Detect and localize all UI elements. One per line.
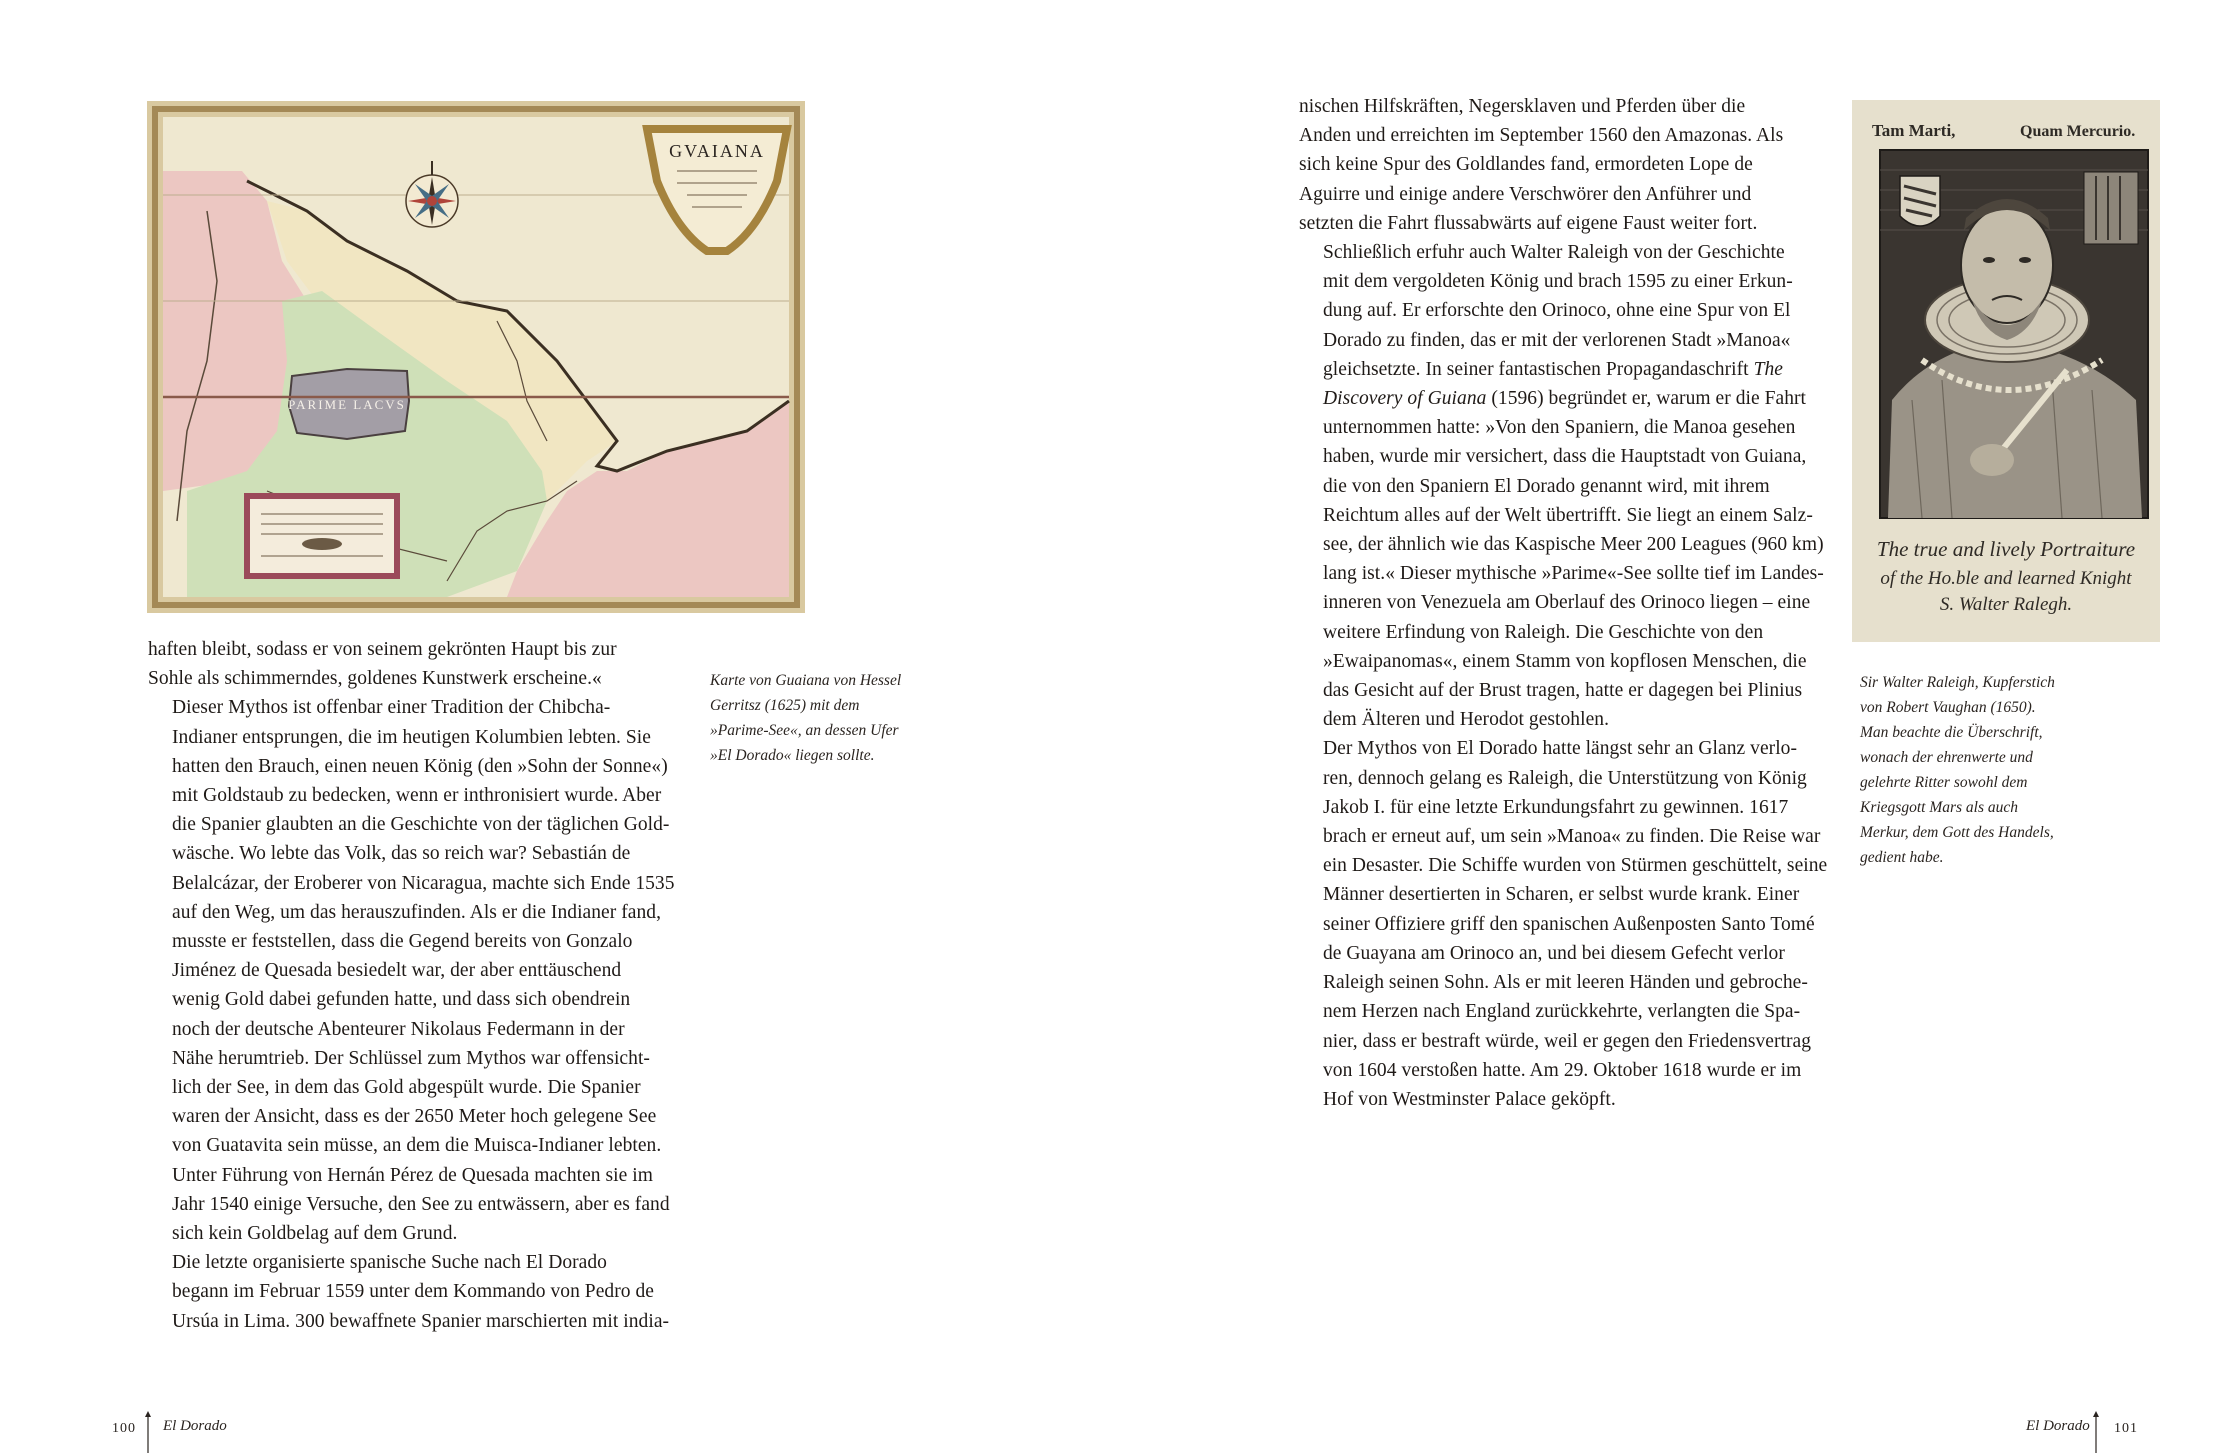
text-line: Hof von Westminster Palace geköpft. <box>1323 1088 1616 1110</box>
text-line: ren, dennoch gelang es Raleigh, die Unterstützung von König <box>1323 767 1807 789</box>
text-line: Indianer entsprungen, die im heutigen Kolumbien lebten. Sie <box>172 726 651 748</box>
paragraph <box>1299 92 1815 238</box>
engraving-portrait-icon <box>1852 100 2160 642</box>
portrait-caption <box>1860 670 2110 870</box>
text-line: musste er feststellen, dass die Gegend bereits von Gonzalo <box>172 931 633 953</box>
caption-line: gedient habe. <box>1860 849 1944 866</box>
page-number: 101 <box>2114 1421 2138 1436</box>
text-line: seiner Offiziere griff den spanischen Außenposten Santo Tomé <box>1323 913 1815 935</box>
text-line: Nähe herumtrieb. Der Schlüssel zum Mythos war offensicht- <box>172 1047 650 1069</box>
text-line <box>1299 384 1815 413</box>
text-line: Anden und erreichten im September 1560 den Amazonas. Als <box>1299 125 1784 147</box>
text-line: Jakob I. für eine letzte Erkundungsfahrt zu gewinnen. 1617 <box>1323 796 1789 818</box>
text-line: ein Desaster. Die Schiffe wurden von Stürmen geschüttelt, seine <box>1323 855 1828 877</box>
svg-text:GVAIANA: GVAIANA <box>669 141 765 161</box>
text-line: die Spanier glaubten an die Geschichte von der täglichen Gold- <box>172 814 670 836</box>
portrait-of-walter-raleigh-image <box>1852 100 2160 642</box>
map-caption <box>710 668 960 768</box>
caption-line: Sir Walter Raleigh, Kupferstich <box>1860 674 2055 691</box>
svg-text:Quam Mercurio.: Quam Mercurio. <box>2020 123 2136 140</box>
svg-text:S. Walter Ralegh.: S. Walter Ralegh. <box>1939 594 2073 615</box>
text-line: mit dem vergoldeten König und brach 1595 zu einer Erkun- <box>1323 271 1793 293</box>
text-line: Die letzte organisierte spanische Suche nach El Dorado <box>172 1252 607 1274</box>
caption-line: Man beachte die Überschrift, <box>1860 724 2043 741</box>
text-line: auf den Weg, um das herauszufinden. Als er die Indianer fand, <box>172 901 661 923</box>
svg-text:of the Ho.ble and learned Knig: of the Ho.ble and learned Knight <box>1880 568 2132 589</box>
text-line: »Ewaipanomas«, einem Stamm von kopflosen Menschen, die <box>1323 650 1807 672</box>
text-line: Jiménez de Quesada besiedelt war, der aber enttäuschend <box>172 960 622 982</box>
text-line: dung auf. Er erforschte den Orinoco, ohne eine Spur von El <box>1323 300 1791 322</box>
text-line: Der Mythos von El Dorado hatte längst sehr an Glanz verlo- <box>1323 738 1798 760</box>
caption-line: »Parime-See«, an dessen Ufer <box>710 722 899 739</box>
text-line: haben, wurde mir versichert, dass die Hauptstadt von Guiana, <box>1323 446 1807 468</box>
text-line: Raleigh seinen Sohn. Als er mit leeren Händen und gebroche- <box>1323 972 1808 994</box>
running-head: El Dorado <box>163 1418 227 1434</box>
text-segment: (1596) begründet er, warum er die Fahrt <box>1486 388 1807 410</box>
text-line: dem Älteren und Herodot gestohlen. <box>1323 709 1610 731</box>
text-line: waren der Ansicht, dass es der 2650 Meter hoch gelegene See <box>172 1106 657 1128</box>
paragraph <box>1299 238 1824 734</box>
text-line <box>1299 355 1815 384</box>
text-line: de Guayana am Orinoco an, und bei diesem Gefecht verlor <box>1323 942 1785 964</box>
text-line: sich kein Goldbelag auf dem Grund. <box>172 1223 458 1245</box>
text-line: unternommen hatte: »Von den Spaniern, die Manoa gesehen <box>1323 417 1796 439</box>
text-line: Aguirre und einige andere Verschwörer den Anführer und <box>1299 183 1752 205</box>
text-line: Männer desertierten in Scharen, er selbst wurde krank. Einer <box>1323 884 1800 906</box>
arrow-up-rule-icon <box>143 1410 153 1453</box>
text-line: nischen Hilfskräften, Negersklaven und Pferden über die <box>1299 96 1746 117</box>
text-line: wäsche. Wo lebte das Volk, das so reich war? Sebastián de <box>172 843 631 865</box>
arrow-up-rule-icon <box>2091 1410 2101 1453</box>
text-line: nem Herzen nach England zurückkehrte, verlangten die Spa- <box>1323 1001 1801 1023</box>
text-line: Ursúa in Lima. 300 bewaffnete Spanier marschierten mit india- <box>172 1310 670 1332</box>
caption-line: »El Dorado« liegen sollte. <box>710 747 875 764</box>
text-line: Jahr 1540 einige Versuche, den See zu entwässern, aber es fand <box>172 1193 670 1215</box>
caption-line: Merkur, dem Gott des Handels, <box>1860 824 2054 841</box>
text-line: nier, dass er bestraft würde, weil er gegen den Friedensvertrag <box>1323 1030 1812 1052</box>
svg-text:PARIME LACVS: PARIME LACVS <box>288 397 406 412</box>
text-line: see, der ähnlich wie das Kaspische Meer 200 Leagues (960 km) <box>1323 534 1824 556</box>
caption-line: Kriegsgott Mars als auch <box>1860 799 2019 816</box>
text-line: Belalcázar, der Eroberer von Nicaragua, machte sich Ende 1535 <box>172 872 675 894</box>
text-line: hatten den Brauch, einen neuen König (den »Sohn der Sonne«) <box>172 755 668 777</box>
text-line: haften bleibt, sodass er von seinem gekrönten Haupt bis zur <box>148 639 617 660</box>
svg-text:Tam Marti,: Tam Marti, <box>1872 121 1956 140</box>
map-of-guaiana-image <box>147 101 805 613</box>
caption-line: Gerritsz (1625) mit dem <box>710 697 860 714</box>
right-page <box>1116 0 2232 1453</box>
text-line: von 1604 verstoßen hatte. Am 29. Oktober 1618 wurde er im <box>1323 1059 1802 1081</box>
text-line: von Guatavita sein müsse, an dem die Muisca-Indianer lebten. <box>172 1135 662 1157</box>
text-line: begann im Februar 1559 unter dem Kommando von Pedro de <box>172 1281 654 1303</box>
text-line: wenig Gold dabei gefunden hatte, und dass sich obendrein <box>172 989 631 1011</box>
page-number: 100 <box>112 1421 136 1436</box>
text-line: lang ist.« Dieser mythische »Parime«-See sollte tief im Landes- <box>1323 563 1824 585</box>
paragraph <box>1299 734 1828 1114</box>
text-line: Dorado zu finden, das er mit der verlorenen Stadt »Manoa« <box>1323 329 1791 351</box>
text-line: setzten die Fahrt flussabwärts auf eigene Faust weiter fort. <box>1299 212 1758 234</box>
paragraph <box>148 635 663 693</box>
caption-line: gelehrte Ritter sowohl dem <box>1860 774 2028 791</box>
map-illustration-icon <box>147 101 805 613</box>
text-line: Sohle als schimmerndes, goldenes Kunstwerk erscheine.« <box>148 668 602 690</box>
text-line: Schließlich erfuhr auch Walter Raleigh von der Geschichte <box>1323 242 1785 264</box>
caption-line: von Robert Vaughan (1650). <box>1860 699 2036 716</box>
text-line: weitere Erfindung von Raleigh. Die Geschichte von den <box>1323 621 1764 643</box>
paragraph <box>148 693 675 1248</box>
text-line: inneren von Venezuela am Oberlauf des Orinoco liegen – eine <box>1323 592 1811 614</box>
running-head: El Dorado <box>2026 1418 2090 1434</box>
text-line: Reichtum alles auf der Welt übertrifft. Sie liegt an einem Salz- <box>1323 504 1813 526</box>
caption-line: Karte von Guaiana von Hessel <box>710 672 902 689</box>
caption-line: wonach der ehrenwerte und <box>1860 749 2033 766</box>
right-body-text <box>1299 92 1828 1114</box>
text-line: lich der See, in dem das Gold abgespült wurde. Die Spanier <box>172 1077 641 1099</box>
book-title: Discovery of Guiana <box>1323 388 1487 410</box>
text-line: das Gesicht auf der Brust tragen, hatte er dagegen bei Plinius <box>1323 680 1803 702</box>
text-line: mit Goldstaub zu bedecken, wenn er inthronisiert wurde. Aber <box>172 785 662 807</box>
text-line: Unter Führung von Hernán Pérez de Quesada machten sie im <box>172 1164 653 1186</box>
left-body-text <box>148 635 675 1336</box>
paragraph <box>148 1248 670 1336</box>
text-line: sich keine Spur des Goldlandes fand, ermordeten Lope de <box>1299 154 1753 176</box>
text-line: noch der deutsche Abenteurer Nikolaus Federmann in der <box>172 1018 625 1040</box>
svg-text:The true and lively Portraitur: The true and lively Portraiture <box>1876 537 2136 561</box>
book-title: The <box>1753 358 1783 380</box>
text-segment: gleichsetzte. In seiner fantastischen Propagandaschrift <box>1323 358 1754 380</box>
text-line: Dieser Mythos ist offenbar einer Tradition der Chibcha- <box>172 697 611 719</box>
text-line: brach er erneut auf, um sein »Manoa« zu finden. Die Reise war <box>1323 826 1821 848</box>
text-line: die von den Spaniern El Dorado genannt wird, mit ihrem <box>1323 475 1770 497</box>
